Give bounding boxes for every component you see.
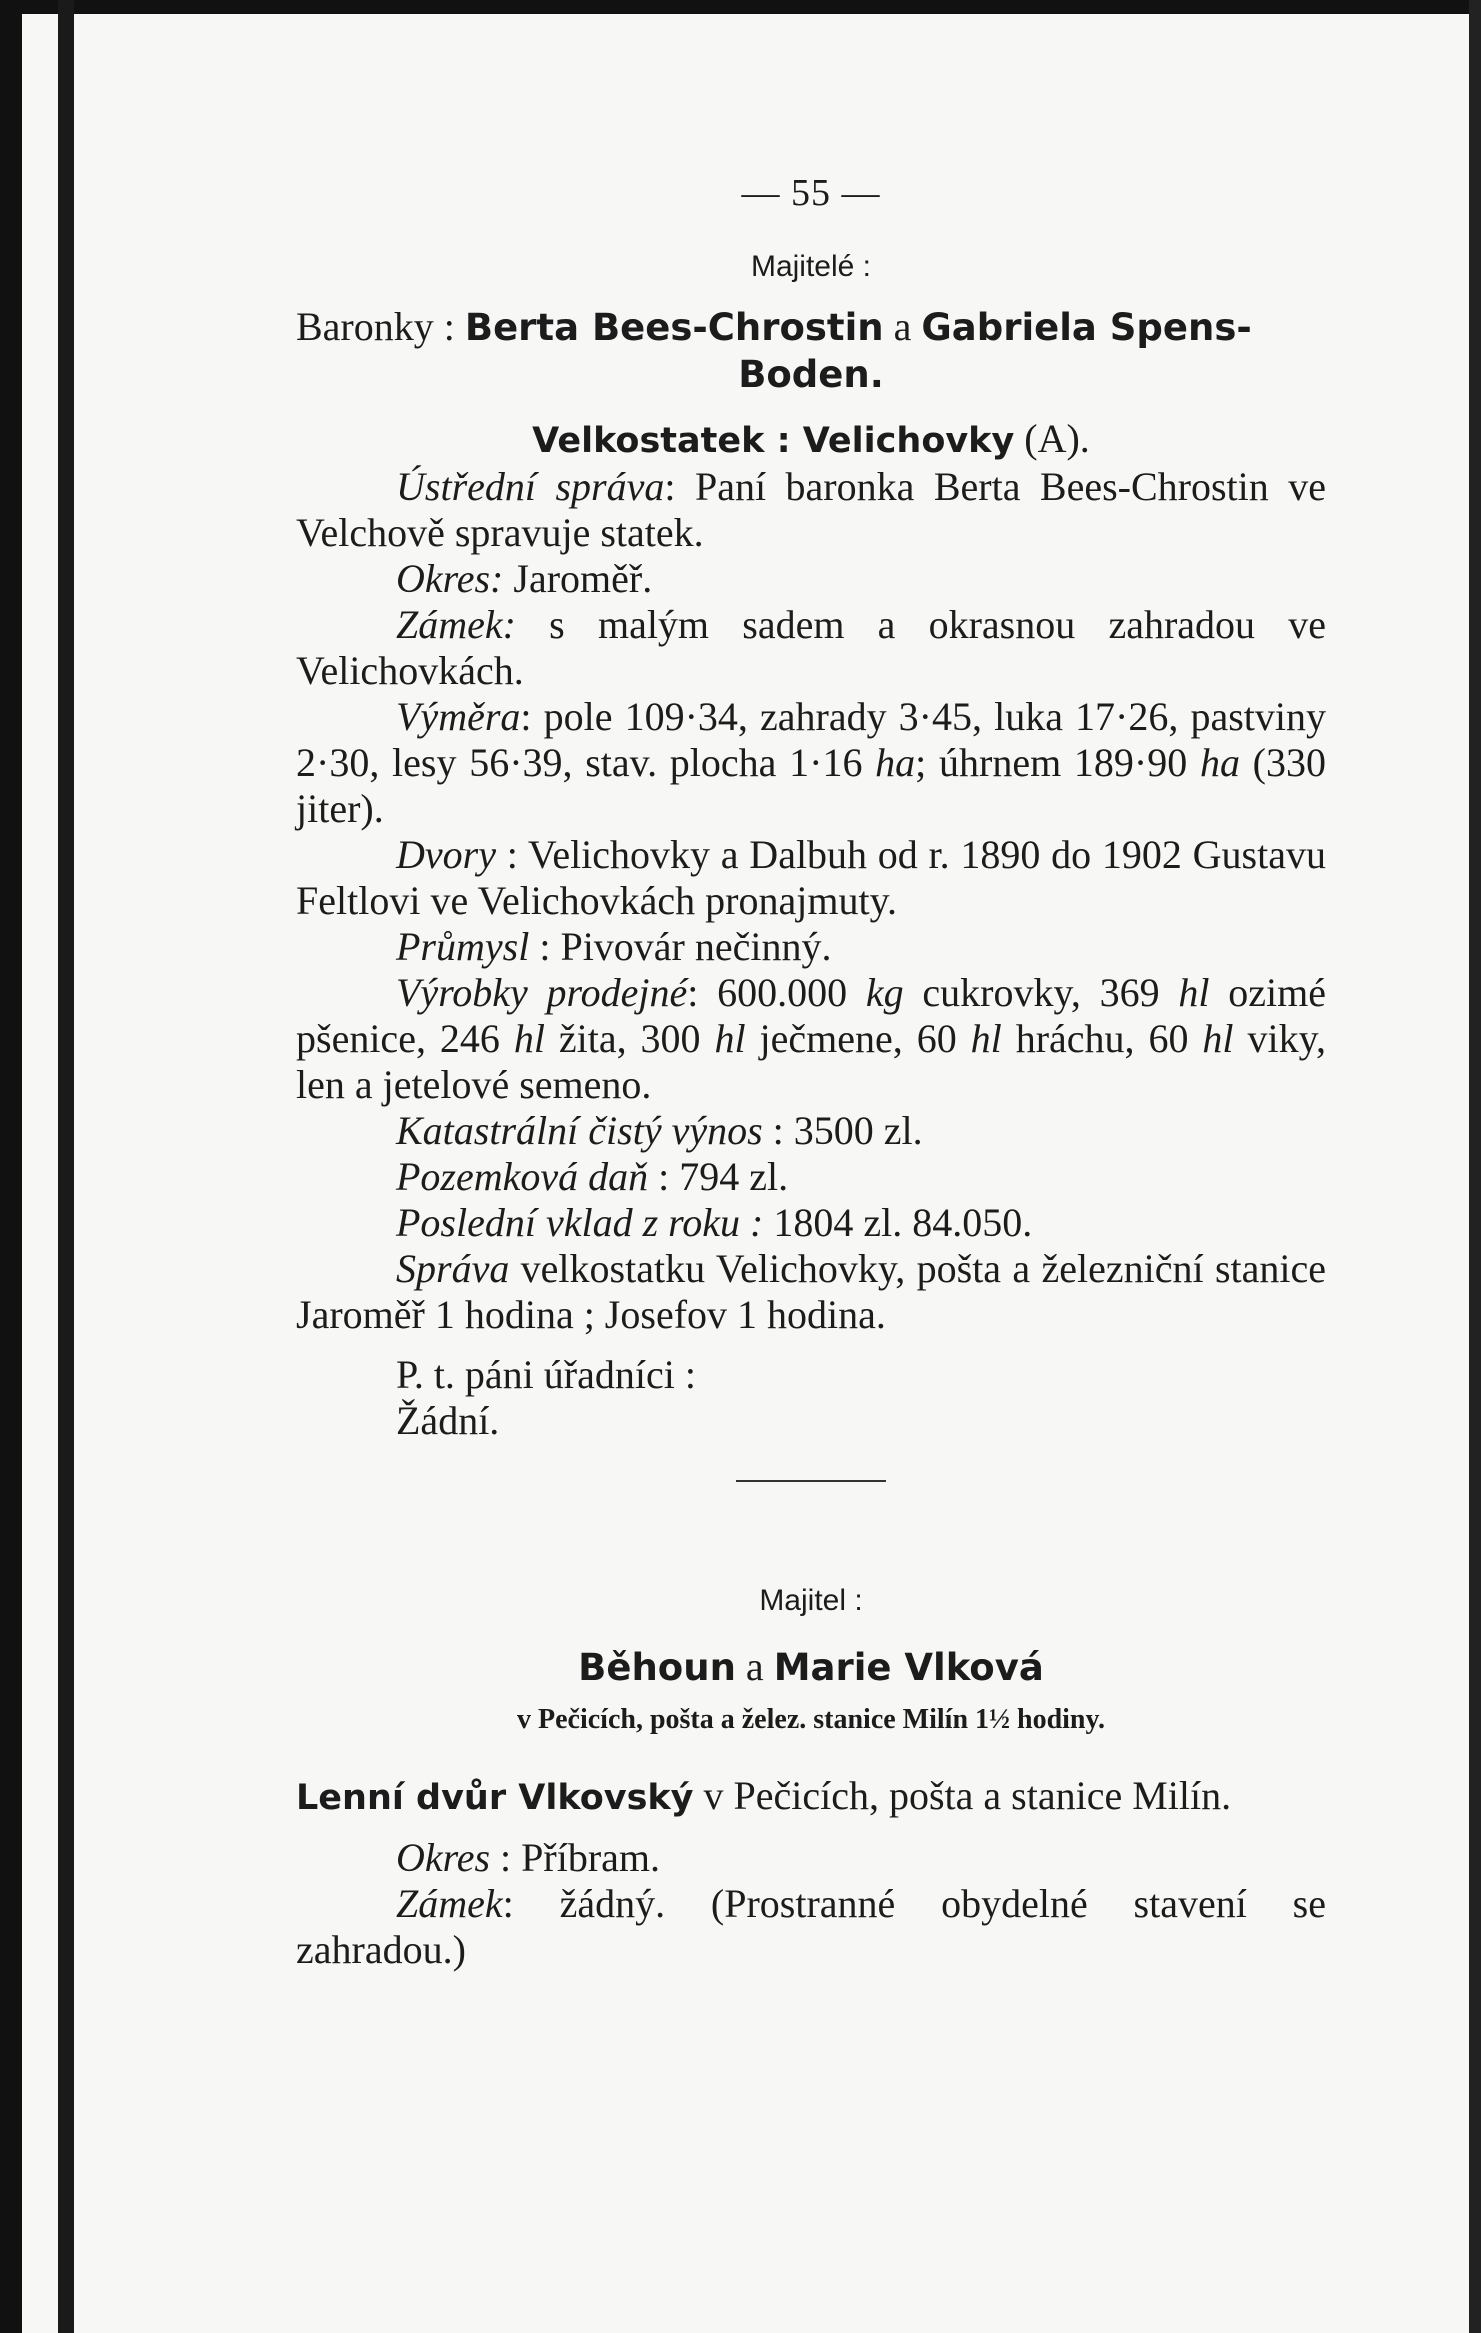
owner-heading: Majitel : <box>759 1584 863 1617</box>
vymera-text: : pole 109·34, zahrady 3·45, luka 17·26, pastviny 2·30, lesy 56·39, stav. plocha 1·16 <box>296 694 1326 785</box>
estate-title <box>296 416 1326 464</box>
book-binding-edge <box>58 0 74 2333</box>
katastr-entry <box>296 1108 1326 1154</box>
scan-border-right <box>1469 0 1481 2333</box>
owner-a: Berta Bees-Chrostin <box>464 306 884 349</box>
vklad-entry <box>296 1200 1326 1246</box>
unit-hl: hl <box>513 1016 545 1061</box>
zamek-text: s malým sadem a okrasnou zahradou ve Velichovkách. <box>296 602 1326 693</box>
dan-entry <box>296 1154 1326 1200</box>
officials-value: Žádní. <box>396 1398 500 1443</box>
vyrobky-text: žita, 300 <box>544 1016 715 1061</box>
unit-hl: hl <box>970 1016 1002 1061</box>
owners-heading: Majitelé : <box>750 250 872 283</box>
dvory-entry <box>296 832 1326 924</box>
lenni-dvur-entry <box>296 1773 1326 1821</box>
owner-names <box>296 1644 1326 1691</box>
okres-text: Jaroměř. <box>503 556 653 601</box>
owner-name-a: Běhoun <box>578 1646 736 1689</box>
book-page <box>296 170 1326 1973</box>
owner-and: a <box>893 304 912 349</box>
scan-border-top <box>0 0 1481 14</box>
unit-hl: hl <box>714 1016 746 1061</box>
unit-kg: kg <box>865 970 904 1015</box>
dvory-text: : Velichovky a Dalbuh od r. 1890 do 1902 Gustavu Feltlovi ve Velichovkách pronajmuty. <box>296 832 1326 923</box>
central-label: Ústřední správa <box>396 464 665 509</box>
zamek2-entry <box>296 1881 1326 1973</box>
vyrobky-text: viky, len a jetelové semeno. <box>296 1016 1326 1107</box>
zamek2-text: : žádný. (Prostranné obydelné stavení se zahradou.) <box>296 1881 1326 1972</box>
owners-line-cont <box>296 351 1326 398</box>
owner-b-cont: Boden. <box>738 353 884 396</box>
dan-label: Pozemková daň <box>396 1154 649 1199</box>
owners-line <box>296 304 1326 351</box>
estate-label: Velkostatek : Velichovky <box>532 421 1015 461</box>
dvory-label: Dvory <box>396 832 496 877</box>
central-admin-entry <box>296 464 1326 556</box>
estate-suffix: (A). <box>1024 416 1090 461</box>
central-text: : Paní baronka Berta Bees-Chrostin ve Velchově spravuje statek. <box>296 464 1326 555</box>
prumysl-text: : Pivovár nečinný. <box>529 924 832 969</box>
katastr-text: : 3500 zl. <box>762 1108 923 1153</box>
okres-entry <box>296 556 1326 602</box>
zamek2-label: Zámek <box>396 1881 503 1926</box>
owner-address: v Pečicích, pošta a želez. stanice Milín 1½ hodiny. <box>517 1704 1105 1735</box>
zamek-label: Zámek: <box>396 602 516 647</box>
vymera-entry <box>296 694 1326 832</box>
vyrobky-text: hráchu, 60 <box>1001 1016 1203 1061</box>
vyrobky-text: ječmene, 60 <box>745 1016 971 1061</box>
okres2-entry <box>296 1835 1326 1881</box>
zamek-entry <box>296 602 1326 694</box>
prumysl-entry <box>296 924 1326 970</box>
unit-ha: ha <box>875 740 916 785</box>
sprava-label: Správa <box>396 1246 510 1291</box>
prumysl-label: Průmysl <box>396 924 530 969</box>
owners-prefix: Baronky : <box>296 304 455 349</box>
scan-border-left <box>0 0 22 2333</box>
vymera-text: (330 jiter). <box>296 740 1326 831</box>
dan-text: : 794 zl. <box>648 1154 789 1199</box>
owner-b: Gabriela Spens- <box>921 306 1252 349</box>
vklad-label: Poslední vklad z roku : <box>396 1200 764 1245</box>
sprava-entry <box>296 1246 1326 1338</box>
section-divider <box>736 1480 886 1482</box>
lenni-label: Lenní dvůr Vlkovský <box>296 1778 694 1818</box>
vymera-label: Výměra <box>396 694 521 739</box>
vyrobky-entry <box>296 970 1326 1108</box>
vyrobky-text: : 600.000 <box>687 970 866 1015</box>
vyrobky-text: cukrovky, 369 <box>903 970 1179 1015</box>
sprava-text: velkostatku Velichovky, pošta a železniční stanice Jaroměř 1 hodina ; Josefov 1 hodina. <box>296 1246 1326 1337</box>
katastr-label: Katastrální čistý výnos <box>396 1108 763 1153</box>
okres-label: Okres: <box>396 556 504 601</box>
vklad-text: 1804 zl. 84.050. <box>763 1200 1033 1245</box>
owner-name-b: Marie Vlková <box>773 1646 1044 1689</box>
okres2-text: : Příbram. <box>490 1835 661 1880</box>
vymera-text: ; úhrnem 189·90 <box>915 740 1200 785</box>
page-number: — 55 — <box>741 172 881 214</box>
vyrobky-label: Výrobky prodejné <box>396 970 688 1015</box>
unit-hl: hl <box>1202 1016 1234 1061</box>
officials-label: P. t. páni úřadníci : <box>396 1352 696 1397</box>
lenni-text: v Pečicích, pošta a stanice Milín. <box>693 1773 1232 1818</box>
okres2-label: Okres <box>396 1835 491 1880</box>
unit-ha: ha <box>1199 740 1240 785</box>
owner-name-and: a <box>745 1644 764 1689</box>
unit-hl: hl <box>1178 970 1210 1015</box>
vyrobky-text: ozimé pšenice, 246 <box>296 970 1327 1061</box>
